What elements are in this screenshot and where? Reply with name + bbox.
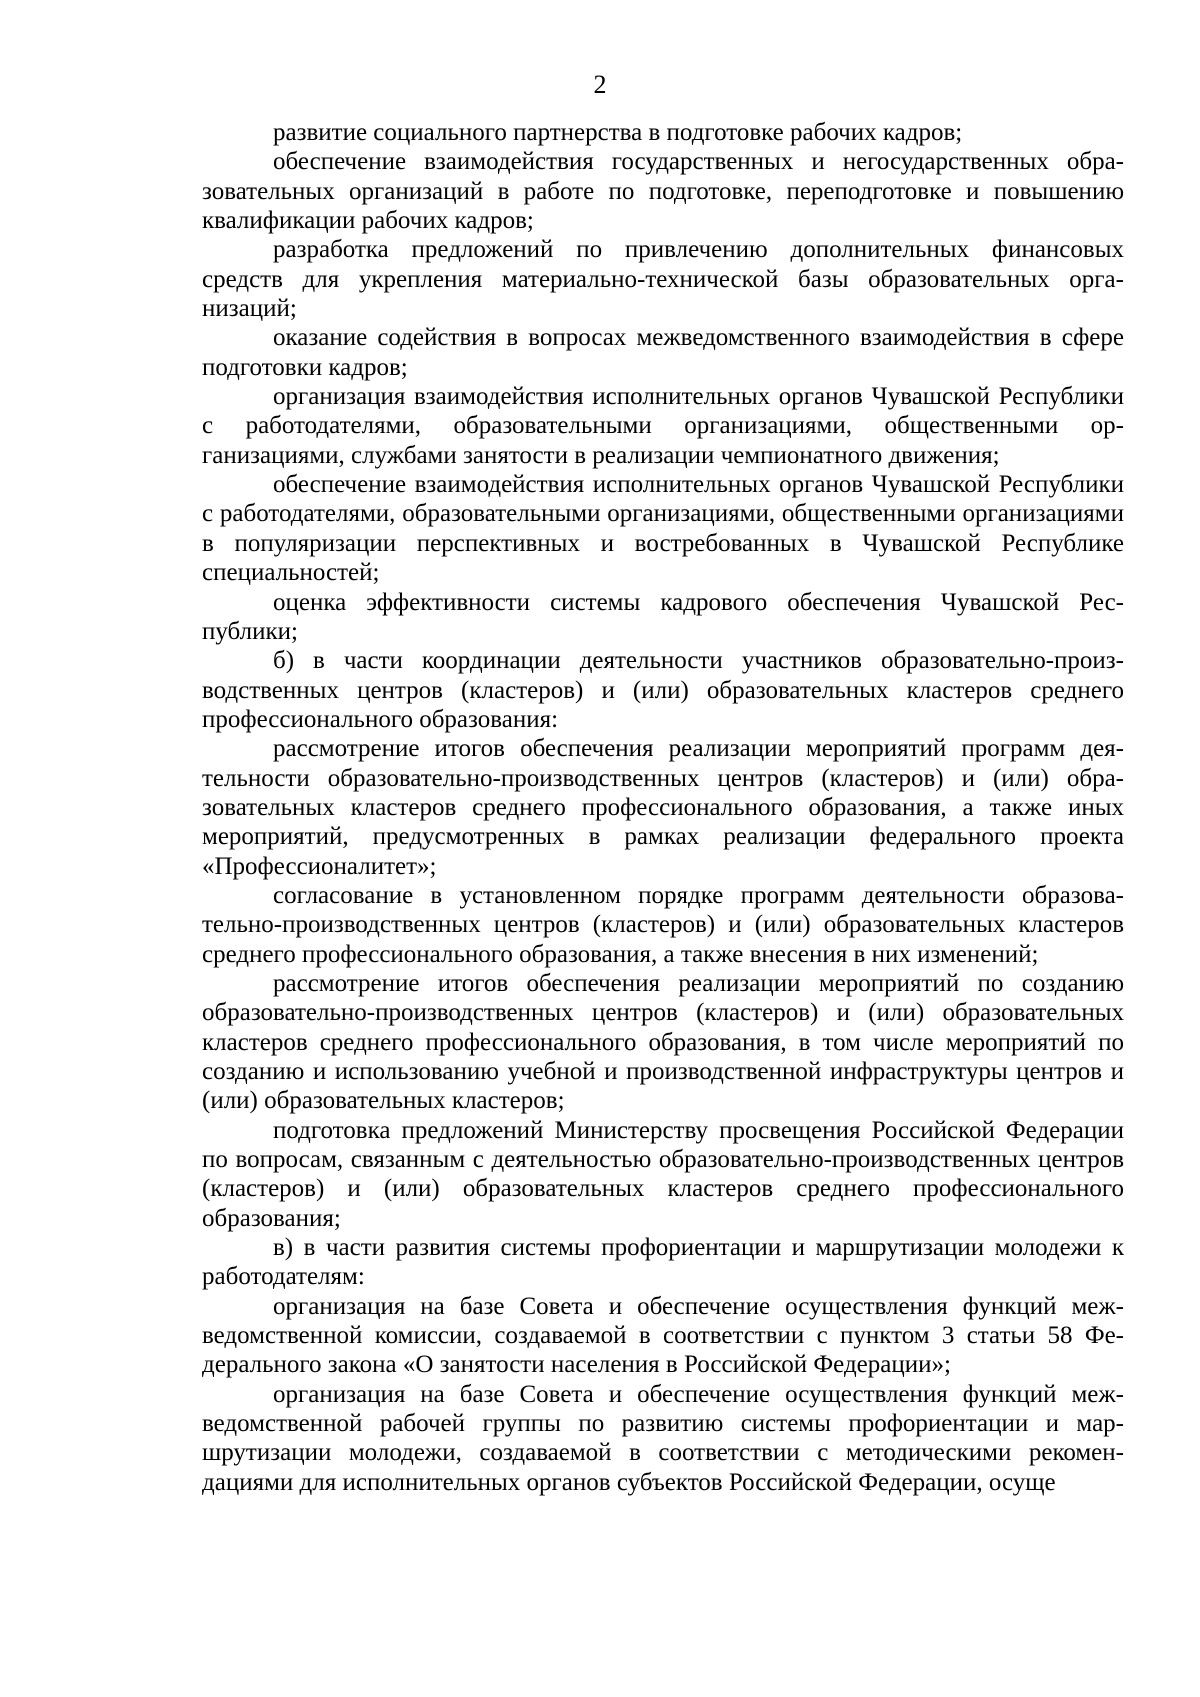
document-body [202, 118, 1124, 1497]
paragraph: согласование в установленном порядке программ деятельности образовательно-производственных центров (кластеров) и (или) образовательных кластеров среднего профессионального образования, а также внесения в них изменений; [202, 881, 1124, 968]
paragraph: развитие социального партнерства в подготовке рабочих кадров; [273, 119, 963, 146]
paragraph: подготовка предложений Министерству просвещения Российской Федерации по вопросам, связанным с деятельностью образовательно-производственных центров (кластеров) и (или) образовательных кластеров среднего профессионального образования; [202, 1116, 1124, 1232]
paragraph: оказание содействия в вопросах межведомственного взаимодействия в сфере подготовки кадров; [202, 324, 1124, 381]
paragraph: в) в части развития системы профориентации и маршрутизации молодежи к работодателям: [202, 1234, 1124, 1291]
page-number: 2 [593, 70, 607, 99]
paragraph: б) в части координации деятельности участников образовательно-производственных центров (кластеров) и (или) образовательных кластеров среднего профессионального образования: [202, 647, 1124, 733]
paragraph: организация на базе Совета и обеспечение осуществления функций межведомственной комиссии, создаваемой в соответствии с пунктом 3 статьи 58 Федерального закона «О занятости населения в Российской Федерации»; [202, 1292, 1124, 1379]
paragraph: организация взаимодействия исполнительных органов Чувашской Республики с работодателями, образовательными организациями, общественными организациями, службами занятости в реализации чемпионатного движения; [202, 383, 1124, 469]
paragraph: рассмотрение итогов обеспечения реализации мероприятий по созданию образовательно-производственных центров (кластеров) и (или) образовательных кластеров среднего профессионального образования, в том числе мероприятий по созданию и использованию учебной и производственной инфраструктуры центров и (или) образовательных кластеров; [202, 969, 1124, 1115]
paragraph: рассмотрение итогов обеспечения реализации мероприятий программ деятельности образовательно-производственных центров (кластеров) и (или) образовательных кластеров среднего профессионального образования, а также иных мероприятий, предусмотренных в рамках реализации федерального проекта «Профессионалитет»; [202, 735, 1124, 880]
paragraph: разработка предложений по привлечению дополнительных финансовых средств для укрепления материально-технической базы образовательных организаций; [202, 236, 1124, 323]
paragraph: обеспечение взаимодействия исполнительных органов Чувашской Республики с работодателями, образовательными организациями, общественными организациями в популяризации перспективных и востребованных в Чувашской Республике специальностей; [202, 471, 1124, 587]
paragraph: организация на базе Совета и обеспечение осуществления функций межведомственной рабочей группы по развитию системы профориентации и маршрутизации молодежи, создаваемой в соответствии с методическими рекомендациями для исполнительных органов субъектов Российской Федерации, осуще [202, 1380, 1124, 1496]
paragraph: оценка эффективности системы кадрового обеспечения Чувашской Республики; [202, 588, 1124, 645]
paragraph: обеспечение взаимодействия государственных и негосударственных образовательных организаций в работе по подготовке, переподготовке и повышению квалификации рабочих кадров; [202, 148, 1124, 235]
